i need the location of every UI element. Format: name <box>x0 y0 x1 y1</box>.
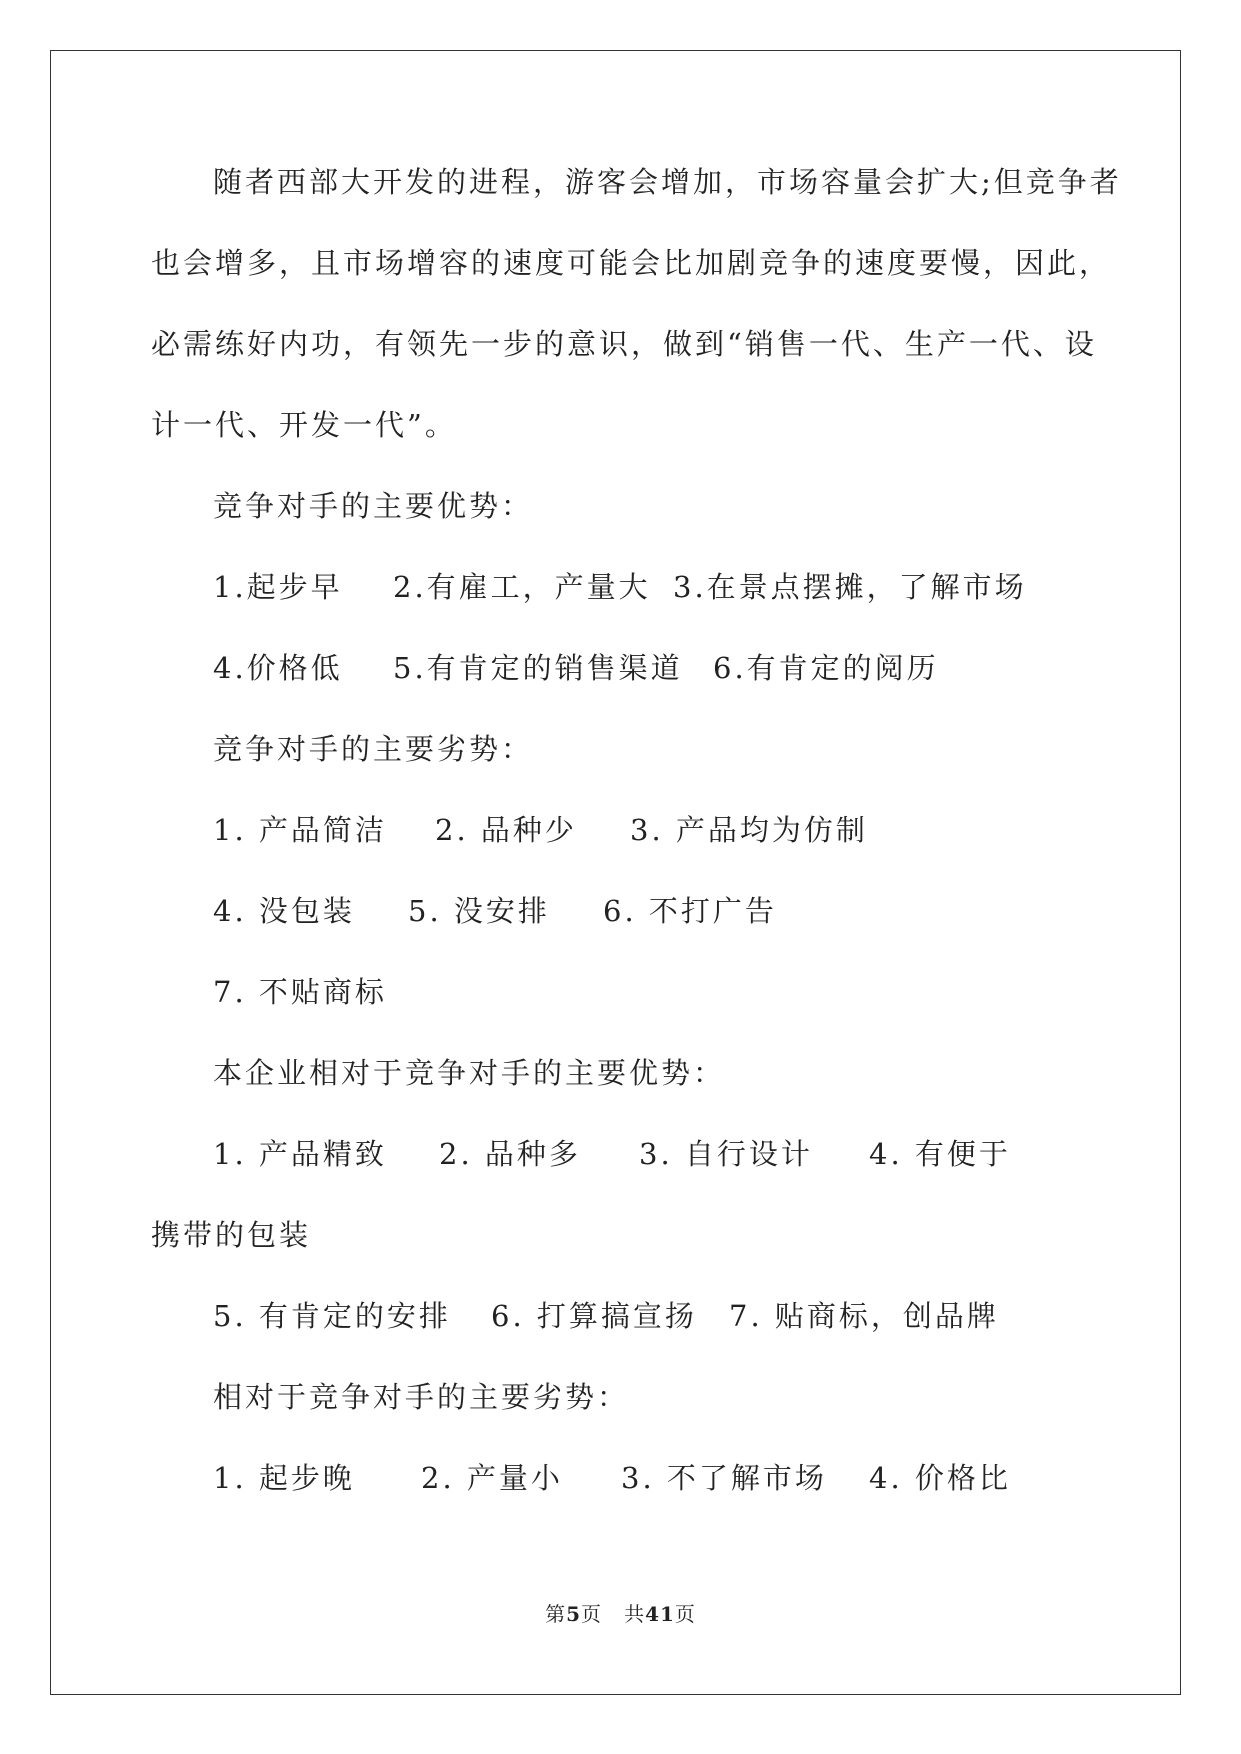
paragraph-line: 随者西部大开发的进程，游客会增加，市场容量会扩大;但竞争者 <box>213 165 1122 199</box>
list-row <box>151 1132 1091 1213</box>
list-item: 2. 品种少 <box>435 813 577 847</box>
list-item: 3. 产品均为仿制 <box>630 813 868 847</box>
list-item: 4. 价格比 <box>869 1461 1011 1495</box>
list-item: 5.有肯定的销售渠道 <box>393 651 683 685</box>
list-item: 5. 没安排 <box>408 894 550 928</box>
page-footer <box>0 1598 1241 1627</box>
total-suffix: 页 <box>674 1602 696 1626</box>
list-item: 6. 打算搞宣扬 <box>491 1299 697 1333</box>
page-number: 5 <box>566 1602 581 1626</box>
list-row <box>151 565 1091 646</box>
list-item: 1. 起步晚 <box>213 1461 355 1495</box>
paragraph-line: 计一代、开发一代”。 <box>151 408 457 442</box>
list-item-continuation: 携带的包装 <box>151 1218 312 1252</box>
list-row <box>151 646 1091 727</box>
list-item: 4. 有便于 <box>869 1137 1011 1171</box>
list-item: 6. 不打广告 <box>603 894 777 928</box>
list-item: 2.有雇工，产量大 <box>393 570 651 604</box>
section-heading: 竞争对手的主要劣势： <box>213 732 534 766</box>
list-item: 2. 品种多 <box>439 1137 581 1171</box>
paragraph-line: 必需练好内功，有领先一步的意识，做到“销售一代、生产一代、设 <box>151 327 1097 361</box>
list-item: 2. 产量小 <box>421 1461 563 1495</box>
list-item: 7. 贴商标，创品牌 <box>729 1299 999 1333</box>
section-heading: 竞争对手的主要优势： <box>213 489 534 523</box>
list-item: 1.起步早 <box>213 570 343 604</box>
list-row <box>151 889 1091 970</box>
document-body <box>151 160 1122 1537</box>
list-row <box>151 1294 1091 1375</box>
list-item: 3. 自行设计 <box>639 1137 813 1171</box>
list-item: 6.有肯定的阅历 <box>713 651 939 685</box>
section-heading: 本企业相对于竞争对手的主要优势： <box>213 1056 726 1090</box>
total-prefix: 共 <box>624 1602 646 1626</box>
list-item: 1. 产品精致 <box>213 1137 387 1171</box>
section-heading: 相对于竞争对手的主要劣势： <box>213 1380 630 1414</box>
list-row <box>151 970 1091 1051</box>
list-item: 4. 没包装 <box>213 894 355 928</box>
list-row <box>151 1456 1091 1537</box>
list-item: 3.在景点摆摊，了解市场 <box>673 570 1027 604</box>
list-item: 1. 产品简洁 <box>213 813 387 847</box>
list-item: 3. 不了解市场 <box>621 1461 827 1495</box>
list-row <box>151 808 1091 889</box>
paragraph-line: 也会增多，且市场增容的速度可能会比加剧竞争的速度要慢，因此， <box>151 246 1112 280</box>
page-suffix: 页 <box>581 1602 602 1626</box>
page-prefix: 第 <box>545 1602 567 1626</box>
list-item: 7. 不贴商标 <box>213 975 387 1009</box>
list-item: 5. 有肯定的安排 <box>213 1299 451 1333</box>
total-pages: 41 <box>645 1602 675 1626</box>
list-item: 4.价格低 <box>213 651 343 685</box>
